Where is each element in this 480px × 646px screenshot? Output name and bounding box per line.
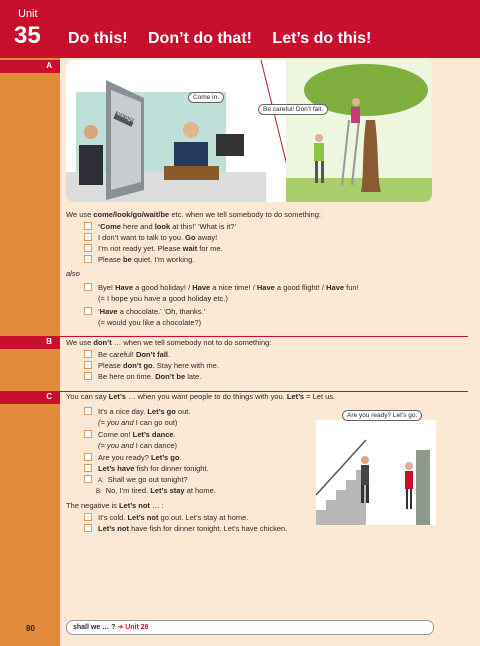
title-part-1: Do this! [68, 30, 128, 47]
section-a-example-3: I’m not ready yet. Please wait for me. [84, 244, 223, 254]
office-and-tree-illustration [66, 60, 432, 202]
section-c-example-7: It’s cold. Let’s not go out. Let’s stay at home. [84, 513, 248, 523]
section-a-example-6-note: (= would you like a chocolate?) [98, 318, 202, 327]
section-c-example-2: Come on! Let’s dance. [84, 430, 176, 440]
section-tab-b: B [0, 336, 60, 349]
section-tab-a: A [0, 60, 60, 73]
speech-bubble-come-in: Come in. [188, 92, 224, 103]
woman-on-ground [314, 143, 324, 161]
arrow-icon: ➜ [117, 624, 124, 631]
unit-label: Unit [18, 8, 38, 20]
section-a-intro: We use come/look/go/wait/be etc. when we tell somebody to do something: [66, 210, 321, 219]
door-sign: Manager [115, 110, 136, 125]
stairs-illustration [316, 420, 436, 525]
speech-bubble-careful: Be careful! Don’t fall. [258, 104, 328, 115]
section-a-example-4: Please be quiet. I’m working. [84, 255, 194, 265]
page-title [68, 30, 387, 48]
unit-header [60, 0, 480, 58]
manager-person [183, 122, 199, 138]
section-c-example-2-note: (= you and I can dance) [98, 441, 178, 450]
manager-desk [164, 166, 219, 180]
section-c-example-5: A: Shall we go out tonight? [84, 475, 188, 486]
section-c-example-1: It’s a nice day. Let’s go out. [84, 407, 190, 417]
section-a-example-1: ‘Come here and look at this!’ ‘What is it?’ [84, 222, 236, 232]
woman-at-door [405, 462, 413, 470]
section-b-example-2: Please don’t go. Stay here with me. [84, 361, 219, 371]
section-b-example-1: Be careful! Don’t fall. [84, 350, 170, 360]
section-c-intro: You can say Let’s … when you want people to do things with you. Let’s = Let us. [66, 392, 336, 401]
illustration-a [66, 60, 432, 202]
section-c-example-1-note: (= you and I can go out) [98, 418, 178, 427]
checkbox-icon [84, 255, 92, 263]
checkbox-icon [84, 407, 92, 415]
checkbox-icon [84, 524, 92, 532]
section-b-example-3: Be here on time. Don’t be late. [84, 372, 201, 382]
section-b-divider [60, 336, 468, 337]
section-c-example-8: Let’s not have fish for dinner tonight. Let’s have chicken. [84, 524, 287, 534]
unit-number: 35 [14, 22, 41, 49]
checkbox-icon [84, 475, 92, 483]
title-part-3: Let’s do this! [272, 30, 372, 47]
girl-on-ladder [351, 107, 360, 123]
checkbox-icon [84, 307, 92, 315]
section-c-negative-intro: The negative is Let’s not … : [66, 501, 164, 510]
checkbox-icon [84, 464, 92, 472]
unit-reference-link[interactable]: Unit 28 [125, 624, 149, 631]
checkbox-icon [84, 233, 92, 241]
checkbox-icon [84, 361, 92, 369]
section-a-example-2: I don’t want to talk to you. Go away! [84, 233, 217, 243]
section-a-example-5: Bye! Have a good holiday! / Have a nice time! / Have a good flight! / Have fun! [84, 283, 359, 293]
checkbox-icon [84, 513, 92, 521]
section-c-example-6: B: No, I’m tired. Let’s stay at home. [96, 486, 216, 495]
section-a-also: also [66, 269, 80, 278]
speech-bubble-ready: Are you ready? Let’s go. [342, 410, 422, 421]
checkbox-icon [84, 372, 92, 380]
man-on-stairs [361, 456, 369, 464]
section-tab-c: C [0, 391, 60, 404]
visitor-person [84, 125, 98, 139]
section-a-example-5-note: (= I hope you have a good holiday etc.) [98, 294, 228, 303]
checkbox-icon [84, 453, 92, 461]
cross-reference-bar: shall we … ? ➜ Unit 28 [66, 620, 434, 635]
checkbox-icon [84, 283, 92, 291]
section-c-example-3: Are you ready? Let’s go. [84, 453, 182, 463]
section-c-example-4: Let’s have fish for dinner tonight. [84, 464, 209, 474]
checkbox-icon [84, 222, 92, 230]
section-a-example-6: ‘Have a chocolate.’ ‘Oh, thanks.’ [84, 307, 205, 317]
unit-badge [0, 0, 60, 58]
computer-monitor [216, 134, 244, 156]
title-part-2: Don’t do that! [148, 30, 252, 47]
page-number: 80 [26, 624, 35, 633]
front-door [416, 450, 430, 525]
checkbox-icon [84, 350, 92, 358]
section-b-intro: We use don’t … when we tell somebody not to do something: [66, 338, 272, 347]
checkbox-icon [84, 430, 92, 438]
checkbox-icon [84, 244, 92, 252]
sidebar [0, 0, 60, 646]
